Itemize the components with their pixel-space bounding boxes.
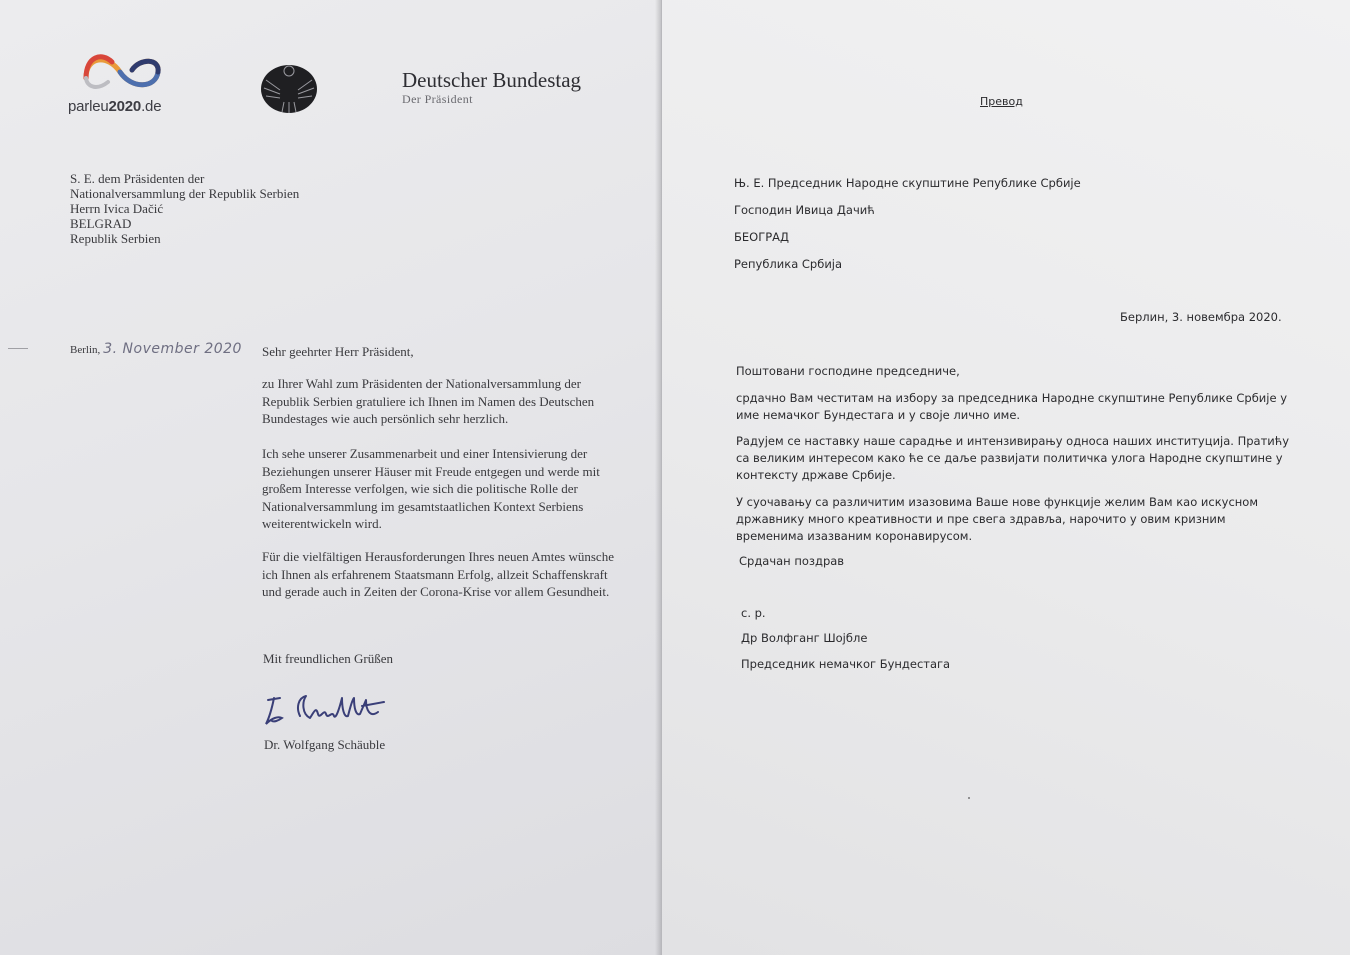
letter-date: Берлин, 3. новембра 2020. — [1120, 310, 1282, 324]
address-line: Herrn Ivica Dačić — [70, 201, 164, 216]
paper-speck — [968, 797, 970, 799]
federal-eagle-icon — [258, 62, 320, 114]
parleu-logo — [68, 48, 178, 118]
address-line: БЕОГРАД — [734, 230, 790, 244]
address-line: BELGRAD — [70, 216, 132, 231]
translation-label: Превод — [980, 95, 1023, 108]
body-paragraph: zu Ihrer Wahl zum Präsidenten der Nationalversammlung der Republik Serbien gratuliere ich Ihnen im Namen des Deutschen Bundestages wie auch persönlich sehr herzlich. — [262, 376, 595, 426]
letter-page-german — [0, 0, 661, 955]
parleu-infinity-icon — [78, 48, 168, 96]
signer-title: Председник немачког Бундестага — [741, 657, 951, 671]
address-line: Република Србија — [734, 257, 843, 271]
salutation: Sehr geehrter Herr Präsident, — [262, 344, 414, 359]
parleu-wordmark: parleu2020.de — [68, 98, 162, 115]
body-paragraph: У суочавању са различитим изазовима Ваше нове функције желим Вам као искусном државнику много креативности и пре свега здравља, нарочито у овим кризним временима изазваним коронавирусом. — [736, 495, 1259, 543]
address-line: Republik Serbien — [70, 231, 161, 246]
body-paragraph: Ich sehe unserer Zusammenarbeit und einer Intensivierung der Beziehungen unserer Häuser mit Freude entgegen und werde mit großem Interesse verfolgen, wie sich die politische Rolle der Nationalversammlung im gesamtstaatlichen Kontext Serbiens weiterentwickeln wird. — [262, 446, 600, 531]
fold-mark — [8, 348, 28, 349]
closing: Mit freundlichen Grüßen — [263, 651, 393, 666]
address-line: Nationalversammlung der Republik Serbien — [70, 186, 300, 201]
institution-subtitle: Der Präsident — [402, 92, 473, 106]
closing: Срдачан поздрав — [739, 554, 845, 568]
address-line: S. E. dem Präsidenten der — [70, 171, 205, 186]
salutation: Поштовани господине председниче, — [736, 364, 960, 378]
recipient-address — [70, 171, 299, 246]
body-paragraph: Радујем се наставку наше сарадње и интензивирању односа наших институција. Пратићу са великим интересом како ће се даље развијати политичка улога Народне скупштине у контексту државе Србије. — [736, 434, 1290, 482]
signer-name: Др Волфганг Шојбле — [741, 631, 868, 645]
body-paragraph: Für die vielfältigen Herausforderungen Ihres neuen Amtes wünsche ich Ihnen als erfahrenem Staatsmann Erfolg, allzeit Schaffenskraft und gerade auch in Zeiten der Corona-Krise vor allem Gesundheit. — [262, 549, 614, 599]
signed-mark: с. р. — [741, 606, 766, 620]
date-label: Berlin, — [70, 344, 101, 356]
address-line: Господин Ивица Дачић — [734, 203, 875, 217]
body-paragraph: срдачно Вам честитам на избору за председника Народне скупштине Републике Србије у име немачког Бундестага и у своје лично име. — [736, 391, 1288, 422]
institution-name: Deutscher Bundestag — [402, 68, 582, 92]
handwritten-signature — [262, 688, 407, 735]
address-line: Њ. Е. Председник Народне скупштине Републике Србије — [734, 176, 1081, 190]
signer-name: Dr. Wolfgang Schäuble — [264, 737, 386, 752]
letter-date — [70, 340, 242, 358]
date-handwritten: 3. November 2020 — [103, 341, 242, 357]
